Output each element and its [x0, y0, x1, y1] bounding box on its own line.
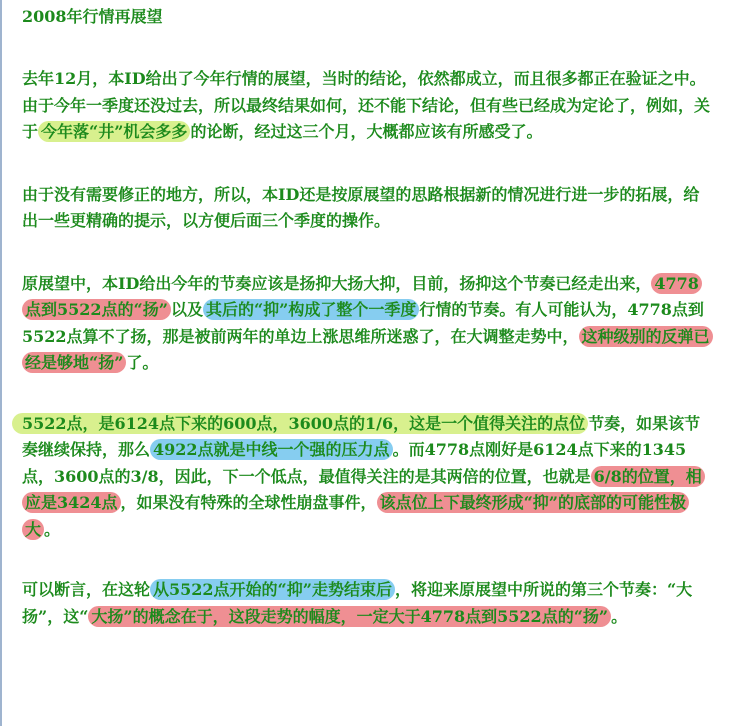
left-border — [0, 0, 2, 726]
highlight-blue: 从5522点开始的“抑”走势结束后 — [150, 579, 395, 600]
text-segment: 。 — [44, 519, 61, 539]
document-body — [22, 4, 712, 630]
highlight-red: 6/8的位置，相应是3424点 — [22, 466, 705, 514]
highlight-green: 5522点，是6124点下来的600点，3600点的1/6，这是一个值得关注的点位 — [12, 413, 588, 434]
highlight-red: 4778点到5522点的“扬” — [22, 273, 702, 321]
paragraph-1 — [22, 66, 712, 146]
text-segment: ，将迎来原展望中所说的第三个节奏：“大扬”，这“ — [22, 580, 693, 626]
page-title: 2008年行情再展望 — [22, 7, 163, 26]
text-segment: 节奏，如果该节奏继续保持，那么 — [22, 413, 701, 459]
text-segment: 原展望中，本ID给出今年的节奏应该是扬抑大扬大抑，目前，扬抑这个节奏已经走出来， — [22, 273, 652, 293]
text-segment: 可以断言，在这轮 — [22, 580, 151, 599]
highlight-green: 今年落“井”机会多多 — [38, 121, 190, 142]
paragraph-4 — [22, 411, 712, 544]
paragraph-3 — [22, 271, 712, 377]
highlight-blue: 其后的“抑”构成了整个一季度 — [203, 299, 419, 320]
highlight-red: 大扬”的概念在于，这段走势的幅度，一定大于4778点到5522点的“扬” — [88, 606, 611, 627]
text-segment: 了。 — [126, 353, 159, 372]
text-segment: 。而4778点刚好是6124点下来的1345点，3600点的3/8，因此，下一个低点，最值得关注的是其两倍的位置，也就是 — [22, 440, 687, 486]
text-segment: 行情的节奏。有人可能认为，4778点到5522点算不了扬，那是被前两年的单边上涨思维所迷惑了，在大调整走势中， — [22, 300, 704, 346]
highlight-red: 这种级别的反弹已经是够地“扬” — [22, 326, 713, 374]
text-segment: 。 — [611, 606, 628, 626]
paragraph-5 — [22, 577, 712, 630]
paragraph-2 — [22, 182, 712, 235]
text-segment: 去年12月，本ID给出了今年行情的展望，当时的结论，依然都成立，而且很多都正在验证之中。由于今年一季度还没过去，所以最终结果如何，还不能下结论，但有些已经成为定论了，例如，关于 — [22, 69, 711, 141]
text-segment: 由于没有需要修正的地方，所以，本ID还是按原展望的思路根据新的情况进行进一步的拓展，给出一些更精确的提示，以方便后面三个季度的操作。 — [22, 184, 700, 230]
text-segment: ，如果没有特殊的全球性崩盘事件， — [120, 493, 377, 512]
text-segment: 以及 — [170, 300, 203, 319]
highlight-red: 该点位上下最终形成“抑”的底部的可能性极大 — [22, 492, 689, 540]
text-segment: 的论断，经过这三个月，大概都应该有所感受了。 — [190, 122, 543, 141]
highlight-blue: 4922点就是中线一个强的压力点 — [150, 439, 393, 460]
